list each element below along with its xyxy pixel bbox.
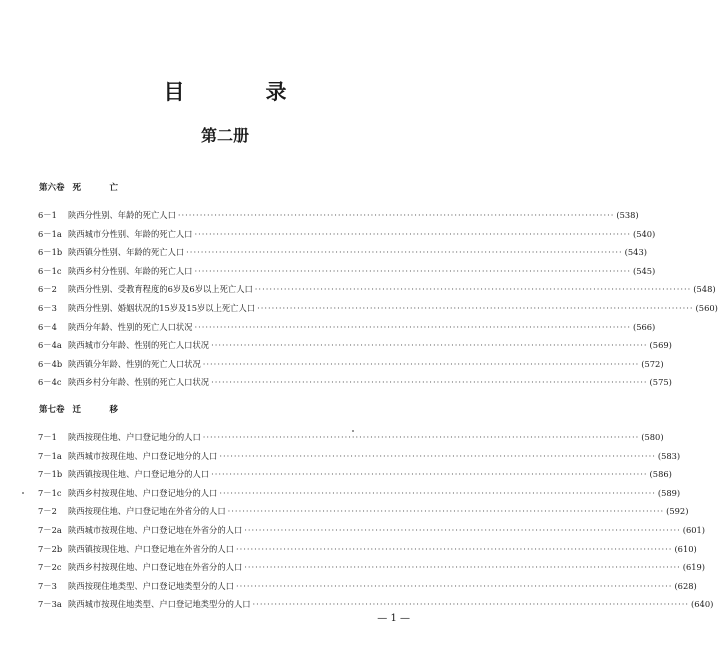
toc-entry-number: 7－2 [38, 506, 57, 517]
toc-entry-label: 陕西城市按现住地类型、户口登记地类型分的人口 [68, 599, 251, 610]
toc-entry-number: 7－3a [38, 599, 62, 610]
toc-leader-dots: ························································································································ [219, 450, 656, 461]
page-number: — 1 — [377, 613, 410, 624]
section-name: 迁 移 [72, 405, 129, 415]
toc-entry-page: (610) [674, 543, 697, 554]
section-heading-volume-7 [39, 403, 128, 415]
toc-leader-dots: ························································································································ [211, 340, 648, 351]
toc-entry [38, 339, 672, 351]
toc-leader-dots: ························································································································ [257, 303, 694, 313]
toc-entry-number: 6－3 [38, 303, 57, 313]
toc-leader-dots: ························································································································ [244, 562, 681, 573]
toc-entry-page: (543) [624, 247, 647, 258]
toc-entry [38, 228, 656, 240]
toc-leader-dots: ························································································································ [211, 377, 648, 388]
toc-entry-page: (572) [641, 358, 664, 369]
toc-entry-label: 陕西镇按现住地、户口登记地在外省分的人口 [68, 543, 234, 554]
toc-leader-dots: ························································································································ [211, 469, 648, 480]
toc-entry-number: 6－4a [38, 340, 62, 351]
toc-entry-number: 6－1c [38, 265, 62, 276]
toc-entry-label: 陕西分性别、婚姻状况的15岁及15岁以上死亡人口 [68, 303, 256, 313]
toc-entry-label: 陕西城市分年龄、性别的死亡人口状况 [68, 340, 210, 351]
toc-entry [38, 543, 697, 555]
toc-entry-label: 陕西镇分年龄、性别的死亡人口状况 [68, 358, 201, 369]
toc-entry-number: 6－1a [38, 228, 62, 239]
toc-entry-label: 陕西按现住地、户口登记地分的人口 [68, 432, 201, 442]
toc-leader-dots: ························································································································ [202, 432, 640, 442]
toc-entry [38, 524, 706, 536]
toc-entry-page: (545) [632, 265, 656, 276]
toc-entry-page: (538) [616, 210, 639, 220]
scan-speck [22, 492, 24, 494]
toc-entry-number: 7－1 [38, 432, 57, 442]
toc-entry-number: 6－4c [38, 377, 62, 388]
toc-entry-label: 陕西城市按现住地、户口登记地分的人口 [68, 450, 218, 461]
toc-entry-page: (589) [657, 487, 681, 498]
section-heading-volume-6 [39, 181, 128, 193]
toc-entry [38, 487, 681, 499]
toc-entry-label: 陕西乡村按现住地、户口登记地在外省分的人口 [68, 562, 243, 573]
toc-entry-number: 7－1b [38, 469, 63, 480]
toc-entry [38, 358, 664, 370]
section-number: 第七卷 [39, 405, 65, 415]
toc-entry-label: 陕西分性别、年龄的死亡人口 [68, 210, 176, 220]
toc-entry [38, 302, 718, 314]
toc-entry-page: (619) [682, 562, 706, 573]
toc-entry [38, 283, 716, 295]
toc-entry-page: (628) [674, 580, 697, 591]
toc-entry [38, 505, 689, 517]
toc-entry-number: 7－1c [38, 487, 62, 498]
scan-speck [352, 430, 354, 432]
section-number: 第六卷 [39, 183, 65, 193]
toc-entry-number: 6－1b [38, 247, 63, 258]
toc-entry-page: (592) [666, 506, 689, 517]
toc-entry-number: 6－2 [38, 284, 57, 295]
toc-entry-number: 6－4 [38, 321, 57, 332]
toc-leader-dots: ························································································································ [244, 525, 681, 535]
toc-entry-label: 陕西乡村分性别、年龄的死亡人口 [68, 265, 193, 276]
toc-entry-page: (560) [695, 303, 718, 313]
page-title: 目 录 [163, 79, 317, 104]
toc-leader-dots: ························································································································ [254, 284, 692, 295]
toc-leader-dots: ························································································································ [202, 358, 640, 369]
toc-leader-dots: ························································································································ [227, 506, 665, 517]
toc-entry [38, 598, 714, 610]
toc-leader-dots: ························································································································ [252, 599, 690, 610]
toc-leader-dots: ························································································································ [235, 580, 673, 591]
toc-entry-label: 陕西乡村分年龄、性别的死亡人口状况 [68, 377, 210, 388]
toc-leader-dots: ························································································································ [219, 487, 656, 498]
toc-entry-label: 陕西按现住地、户口登记地在外省分的人口 [68, 506, 226, 517]
toc-entry-page: (586) [649, 469, 672, 480]
toc-entry-page: (548) [693, 284, 716, 295]
toc-entry [38, 321, 656, 333]
toc-entry-label: 陕西城市分性别、年龄的死亡人口 [68, 228, 193, 239]
toc-entry-label: 陕西镇按现住地、户口登记地分的人口 [68, 469, 210, 480]
toc-entry-number: 7－3 [38, 580, 57, 591]
toc-entry [38, 376, 672, 388]
toc-entry-page: (601) [682, 525, 706, 535]
toc-entry [38, 265, 656, 277]
toc-entry [38, 246, 647, 258]
toc-entry-label: 陕西按现住地类型、户口登记地类型分的人口 [68, 580, 234, 591]
toc-entry-page: (569) [649, 340, 672, 351]
toc-entry-page: (575) [649, 377, 672, 388]
toc-entry [38, 580, 697, 592]
toc-entry-number: 7－1a [38, 450, 62, 461]
section-name: 死 亡 [72, 183, 129, 193]
toc-leader-dots: ························································································································ [194, 228, 631, 239]
toc-leader-dots: ························································································································ [194, 321, 631, 332]
toc-entry-page: (566) [632, 321, 656, 332]
toc-entry-label: 陕西镇分性别、年龄的死亡人口 [68, 247, 185, 258]
toc-entry [38, 209, 639, 221]
toc-entry-page: (540) [632, 228, 656, 239]
toc-entry-page: (583) [657, 450, 681, 461]
toc-entry [38, 450, 681, 462]
toc-leader-dots: ························································································································ [194, 265, 631, 276]
toc-entry [38, 468, 672, 480]
toc-leader-dots: ························································································································ [186, 247, 623, 258]
toc-entry-page: (580) [641, 432, 664, 442]
toc-entry-label: 陕西分性别、受教育程度的6岁及6岁以上死亡人口 [68, 284, 253, 295]
toc-leader-dots: ························································································································ [177, 210, 615, 220]
toc-entry-number: 7－2b [38, 543, 63, 554]
toc-entry-number: 7－2a [38, 525, 62, 535]
toc-entry [38, 561, 706, 573]
toc-entry-page: (640) [691, 599, 714, 610]
toc-entry-number: 6－1 [38, 210, 57, 220]
volume-subtitle: 第二册 [200, 126, 249, 145]
toc-entry-number: 6－4b [38, 358, 63, 369]
toc-entry-label: 陕西分年龄、性别的死亡人口状况 [68, 321, 193, 332]
toc-entry [38, 431, 664, 443]
toc-entry-label: 陕西城市按现住地、户口登记地在外省分的人口 [68, 525, 243, 535]
toc-leader-dots: ························································································································ [235, 543, 673, 554]
toc-entry-number: 7－2c [38, 562, 62, 573]
toc-entry-label: 陕西乡村按现住地、户口登记地分的人口 [68, 487, 218, 498]
